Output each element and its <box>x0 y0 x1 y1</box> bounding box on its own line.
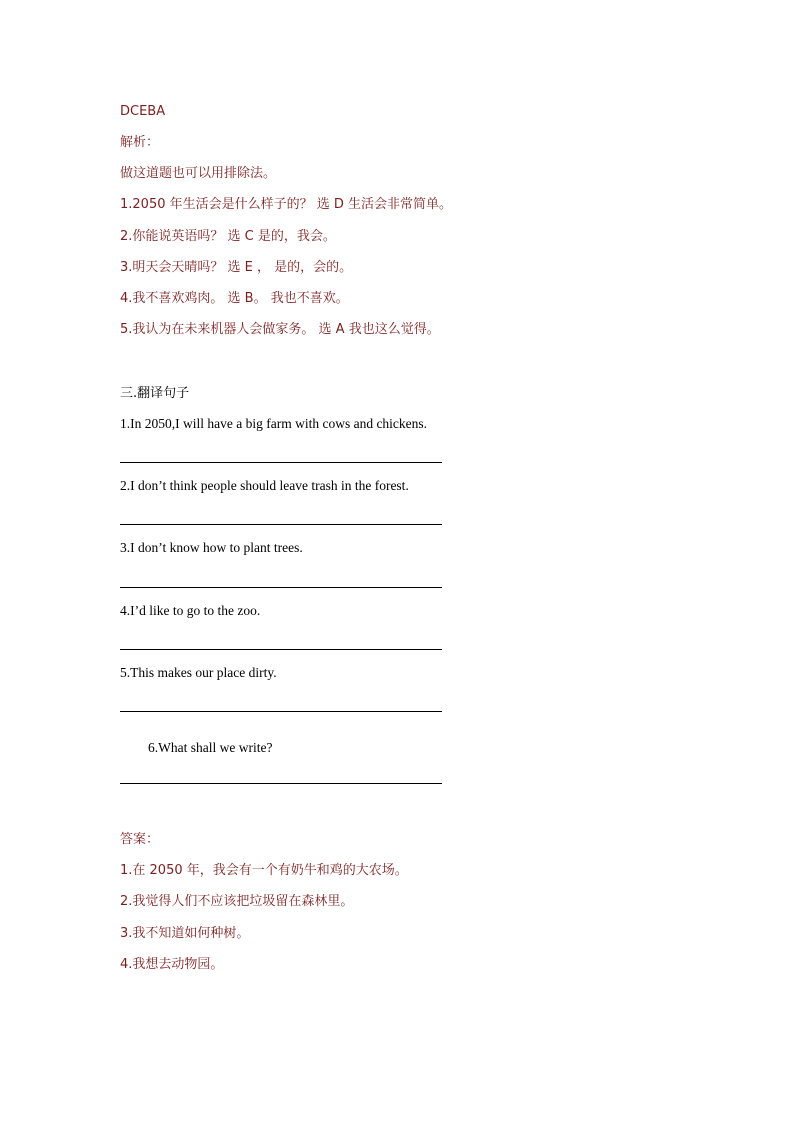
answer-key-label: 答案： <box>120 832 160 847</box>
answer-line-5 <box>120 711 442 712</box>
sentence-1: 1.In 2050,I will have a big farm with cows and chickens. <box>120 416 428 431</box>
answer-key-item-1: 1.在 2050 年，我会有一个有奶牛和鸡的大农场。 <box>120 863 408 878</box>
sentence-6: 6.What shall we write? <box>148 740 273 755</box>
sentence-5: 5.This makes our place dirty. <box>120 665 277 680</box>
analysis-item-2: 2.你能说英语吗？ 选 C 是的，我会。 <box>120 229 336 244</box>
section-heading: 三.翻译句子 <box>120 386 190 401</box>
sentence-2: 2.I don’t think people should leave trash in the forest. <box>120 478 409 493</box>
analysis-intro: 做这道题也可以用排除法。 <box>120 166 277 181</box>
sentence-4: 4.I’d like to go to the zoo. <box>120 603 261 618</box>
answer-key-item-3: 3.我不知道如何种树。 <box>120 926 250 941</box>
sentence-3: 3.I don’t know how to plant trees. <box>120 540 303 555</box>
analysis-item-3: 3.明天会天晴吗？ 选 E ， 是的，会的。 <box>120 260 353 275</box>
analysis-item-4: 4.我不喜欢鸡肉。 选 B。 我也不喜欢。 <box>120 291 349 306</box>
answer-key-item-2: 2.我觉得人们不应该把垃圾留在森林里。 <box>120 894 354 909</box>
analysis-label: 解析： <box>120 135 160 150</box>
answer-key-letters: DCEBA <box>120 104 166 119</box>
answer-line-4 <box>120 649 442 650</box>
analysis-item-1: 1.2050 年生活会是什么样子的？ 选 D 生活会非常简单。 <box>120 197 453 212</box>
answer-line-2 <box>120 524 442 525</box>
answer-line-1 <box>120 462 442 463</box>
answer-line-6 <box>120 783 442 784</box>
analysis-item-5: 5.我认为在未来机器人会做家务。 选 A 我也这么觉得。 <box>120 322 440 337</box>
answer-line-3 <box>120 587 442 588</box>
answer-key-item-4: 4.我想去动物园。 <box>120 957 224 972</box>
